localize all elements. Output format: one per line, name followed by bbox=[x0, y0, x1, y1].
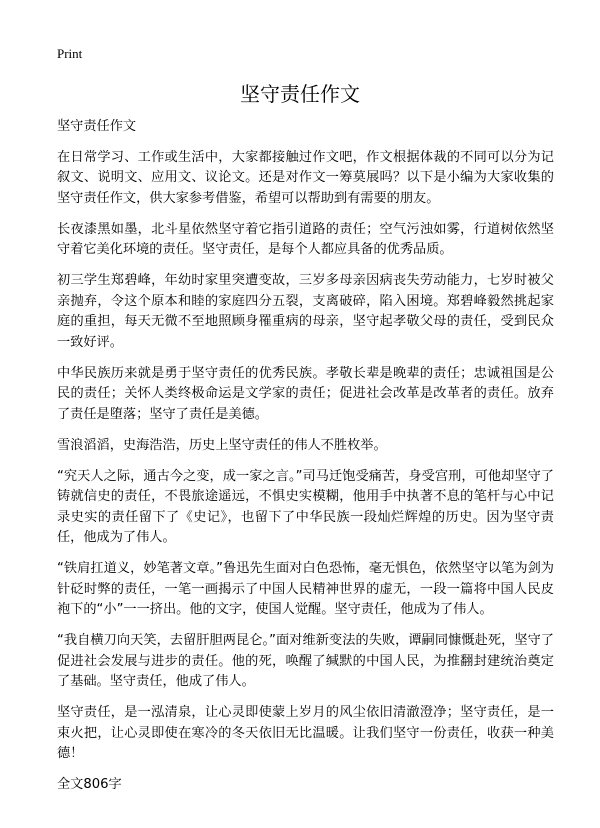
page-title: 坚守责任作文 bbox=[240, 82, 360, 106]
paragraph-conclusion: 坚守责任，是一泓清泉，让心灵即使蒙上岁月的风尘依旧清澈澄净；坚守责任，是一束火把，让心灵即使在寒冷的冬天依旧无比温暖。让我们坚守一份责任，收获一种美德！ bbox=[57, 705, 554, 761]
paragraph-night-sky: 长夜漆黑如墨，北斗星依然坚守着它指引道路的责任；空气污浊如雾，行道树依然坚守着它美化环境的责任。坚守责任，是每个人都应具备的优秀品质。 bbox=[57, 221, 554, 257]
print-link[interactable]: Print bbox=[57, 46, 83, 61]
paragraph-history: 雪浪滔滔，史海浩浩，历史上坚守责任的伟人不胜枚举。 bbox=[57, 437, 387, 453]
paragraph-tan-sitong: “我自横刀向天笑，去留肝胆两昆仑。”面对维新变法的失败，谭嗣同慷慨赴死，坚守了促进社会发展与进步的责任。他的死，唤醒了缄默的中国人民，为推翻封建统治奠定了基础。坚守责任，他成了伟人。 bbox=[57, 633, 554, 689]
paragraph-intro: 在日常学习、工作或生活中，大家都接触过作文吧，作文根据体裁的不同可以分为记叙文、说明文、应用文、议论文。还是对作文一筹莫展吗？以下是小编为大家收集的坚守责任作文，供大家参考借鉴，希望可以帮助到有需要的朋友。 bbox=[57, 149, 554, 206]
article-subtitle: 坚守责任作文 bbox=[57, 119, 137, 134]
paragraph-lu-xun: “铁肩扛道义，妙笔著文章。”鲁迅先生面对白色恐怖，毫无惧色，依然坚守以笔为剑为针砭时弊的责任，一笔一画揭示了中国人民精神世界的虚无，一段一篇将中国人民皮袍下的“小”一一挤出。他的文字，使国人觉醒。坚守责任，他成为了伟人。 bbox=[57, 561, 554, 617]
word-count: 全文806字 bbox=[57, 777, 122, 792]
paragraph-zheng-bifeng: 初三学生郑碧峰，年幼时家里突遭变故，三岁多母亲因病丧失劳动能力，七岁时被父亲抛弃，令这个原本和睦的家庭四分五裂，支离破碎，陷入困境。郑碧峰毅然挑起家庭的重担，每天无微不至地照顾身罹重病的母亲，坚守起孝敬父母的责任，受到民众一致好评。 bbox=[57, 273, 554, 350]
paragraph-chinese-nation: 中华民族历来就是勇于坚守责任的优秀民族。孝敬长辈是晚辈的责任；忠诚祖国是公民的责任；关怀人类终极命运是文学家的责任；促进社会改革是改革者的责任。放弃了责任是堕落；坚守了责任是美德。 bbox=[57, 365, 554, 422]
paragraph-sima-qian: “究天人之际，通古今之变，成一家之言。”司马迁饱受痛苦，身受宫刑，可他却坚守了铸就信史的责任，不畏旅途遥远，不惧史实模糊，他用手中执著不息的笔杆与心中记录史实的责任留下了《史记》，也留下了中华民族一段灿烂辉煌的历史。因为坚守责任，他成为了伟人。 bbox=[57, 468, 554, 545]
article-body bbox=[57, 117, 554, 806]
